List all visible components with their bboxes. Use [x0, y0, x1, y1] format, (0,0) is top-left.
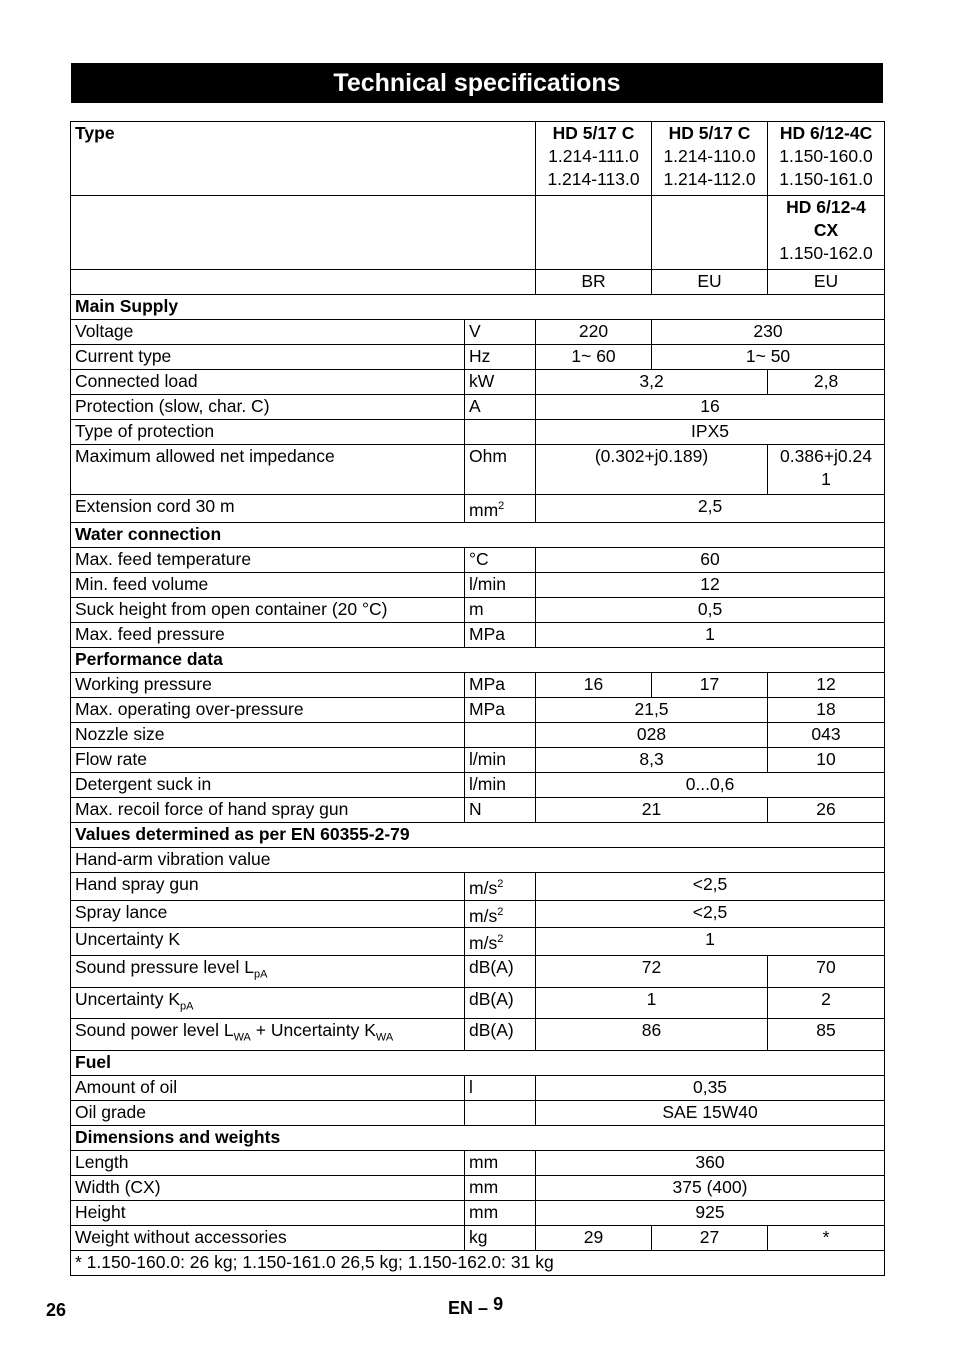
- row-detergent: Detergent suck in l/min 0...0,6: [71, 772, 885, 797]
- footnote: * 1.150-160.0: 26 kg; 1.150-161.0 26,5 kg; 1.150-162.0: 31 kg: [71, 1250, 885, 1275]
- row-oil-grade: Oil grade SAE 15W40: [71, 1100, 885, 1125]
- extra-model: HD 6/12-4 CX 1.150-162.0: [768, 196, 885, 270]
- section-water: Water connection: [71, 522, 885, 547]
- row-oil-amount: Amount of oil l 0,35: [71, 1075, 885, 1100]
- language-page: EN – 9: [448, 1294, 504, 1318]
- model-col-2: HD 5/17 C 1.214-110.0 1.214-112.0: [652, 122, 768, 196]
- section-values: Values determined as per EN 60355-2-79: [71, 822, 885, 847]
- row-height: Height mm 925: [71, 1200, 885, 1225]
- model-col-3: HD 6/12-4C 1.150-160.0 1.150-161.0: [768, 122, 885, 196]
- region-2: EU: [652, 270, 768, 295]
- row-hand-spray-gun: Hand spray gun $m/s^2$ <2,5: [71, 872, 885, 900]
- row-weight: Weight without accessories kg 29 27 *: [71, 1225, 885, 1250]
- row-type-of-protection: Type of protection IPX5: [71, 420, 885, 445]
- row-feed-temp: Max. feed temperature °C 60: [71, 547, 885, 572]
- region-row: [71, 270, 885, 295]
- row-connected-load: Connected load kW 3,2 2,8: [71, 370, 885, 395]
- row-width: Width (CX) mm 375 (400): [71, 1175, 885, 1200]
- spec-table: [70, 121, 885, 1276]
- row-uncertainty-kpa: Uncertainty $K_{pA}$ dB(A) 1 2: [71, 987, 885, 1019]
- section-performance: Performance data: [71, 647, 885, 672]
- row-feed-pressure: Max. feed pressure MPa 1: [71, 622, 885, 647]
- page-number: 26: [46, 1300, 67, 1320]
- row-protection: Protection (slow, char. C) A 16: [71, 395, 885, 420]
- section-fuel: Fuel: [71, 1050, 885, 1075]
- row-sound-pressure: Sound pressure level $L_{pA}$ dB(A) 72 70: [71, 956, 885, 988]
- footnote-row: [71, 1250, 885, 1275]
- row-current-type: Current type Hz 1~ 60 1~ 50: [71, 345, 885, 370]
- type-label: Type: [71, 122, 536, 196]
- type-row: [71, 122, 885, 196]
- row-nozzle-size: Nozzle size 028 043: [71, 722, 885, 747]
- row-extension-cord: Extension cord 30 m $mm^2$ 2,5: [71, 495, 885, 523]
- row-length: Length mm 360: [71, 1150, 885, 1175]
- row-recoil-force: Max. recoil force of hand spray gun N 21 26: [71, 797, 885, 822]
- row-over-pressure: Max. operating over-pressure MPa 21,5 18: [71, 697, 885, 722]
- row-feed-volume: Min. feed volume l/min 12: [71, 572, 885, 597]
- row-spray-lance: Spray lance $m/s^2$ <2,5: [71, 900, 885, 928]
- row-impedance: Maximum allowed net impedance Ohm (0.302+j0.189) 0.386+j0.24 1: [71, 445, 885, 495]
- extra-model-row: [71, 196, 885, 270]
- region-1: BR: [536, 270, 652, 295]
- row-flow-rate: Flow rate l/min 8,3 10: [71, 747, 885, 772]
- model-col-1: HD 5/17 C 1.214-111.0 1.214-113.0: [536, 122, 652, 196]
- row-working-pressure: Working pressure MPa 16 17 12: [71, 672, 885, 697]
- row-hand-arm: Hand-arm vibration value: [71, 847, 885, 872]
- page-title: Technical specifications: [71, 63, 883, 103]
- row-suck-height: Suck height from open container (20 °C) m 0,5: [71, 597, 885, 622]
- row-sound-power: Sound power level $L_{WA}$ + Uncertainty $K_{WA}$ dB(A) 86 85: [71, 1019, 885, 1051]
- row-uncertainty-k: Uncertainty K $m/s^2$ 1: [71, 928, 885, 956]
- section-dimensions: Dimensions and weights: [71, 1125, 885, 1150]
- region-3: EU: [768, 270, 885, 295]
- row-voltage: Voltage V 220 230: [71, 320, 885, 345]
- section-main-supply: Main Supply: [71, 295, 885, 320]
